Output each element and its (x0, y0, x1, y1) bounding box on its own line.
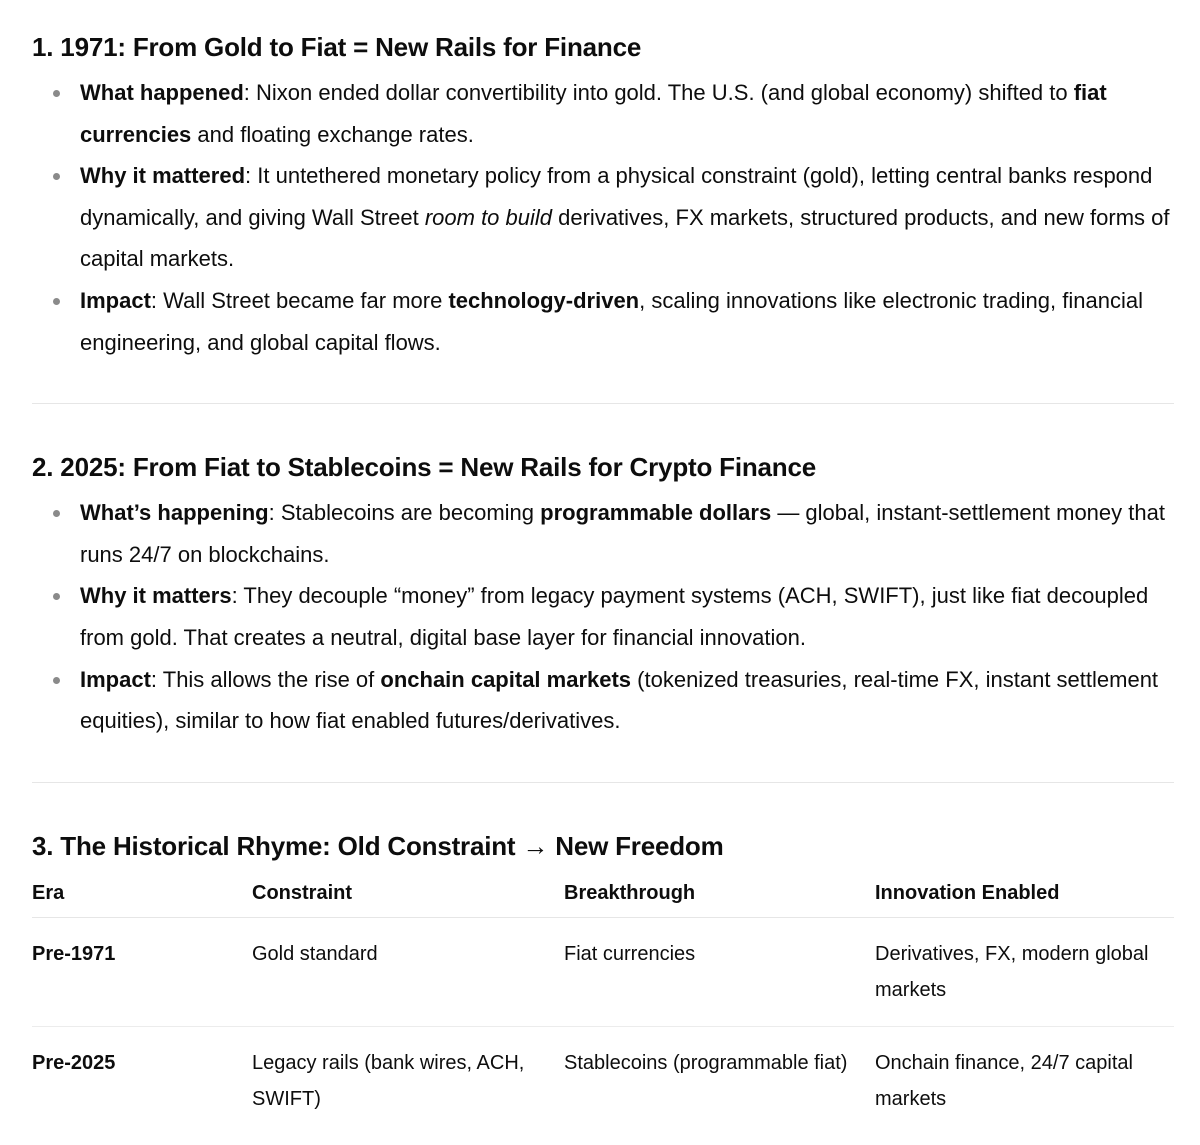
table-row (32, 1026, 1174, 1127)
cell-constraint: Gold standard (252, 917, 564, 1026)
bullet-label: Why it matters (80, 583, 232, 609)
bullet-label: Why it mattered (80, 163, 246, 189)
table-header-row (32, 875, 1174, 918)
section-title: 3. The Historical Rhyme: Old Constraint → New Freedom (32, 830, 724, 861)
cell-constraint: Legacy rails (bank wires, ACH, SWIFT) (252, 1051, 525, 1110)
list-item: Why it mattered: It untethered monetary policy from a physical constraint (gold), letting central banks respond dynamically, and giving Wall Street room to build derivatives, FX markets, structured products, and new forms of capital markets. (80, 155, 1174, 280)
list-item: What’s happening: Stablecoins are becoming programmable dollars — global, instant-settlement money that runs 24/7 on blockchains. (80, 492, 1174, 575)
italic-phrase: room to build (424, 204, 553, 230)
comparison-table (32, 875, 1174, 1127)
table-row (32, 917, 1174, 1026)
bullet-label: Impact (80, 666, 151, 692)
section-2025 (32, 404, 1174, 742)
bullet-label: What’s happening (80, 500, 269, 526)
bullet-label: Impact (80, 287, 151, 313)
cell-era: Pre-1971 (32, 917, 252, 1026)
list-item: Impact: Wall Street became far more technology-driven, scaling innovations like electronic trading, financial engineering, and global capital flows. (80, 280, 1174, 363)
column-header-innovation: Innovation Enabled (875, 875, 1174, 918)
bullet-label: What happened (80, 80, 244, 105)
cell-breakthrough: Fiat currencies (564, 917, 875, 1026)
section-1971 (32, 0, 1174, 363)
cell-breakthrough: Stablecoins (programmable fiat) (564, 1051, 848, 1074)
list-item: Why it matters: They decouple “money” from legacy payment systems (ACH, SWIFT), just like fiat decoupled from gold. That creates a neutral, digital base layer for financial innovation. (80, 575, 1174, 658)
cell-era: Pre-2025 (32, 1051, 116, 1074)
column-header-era: Era (32, 875, 252, 918)
emphasis: technology-driven (448, 287, 640, 313)
cell-innovation: Onchain finance, 24/7 capital markets (875, 1051, 1133, 1110)
bullet-list (32, 72, 1174, 363)
emphasis: fiat currencies (80, 80, 1107, 147)
emphasis: onchain capital markets (380, 666, 632, 692)
list-item: Impact: This allows the rise of onchain capital markets (tokenized treasuries, real-time FX, instant settlement equities), similar to how fiat enabled futures/derivatives. (80, 659, 1174, 742)
column-header-constraint: Constraint (252, 875, 564, 918)
column-header-breakthrough: Breakthrough (564, 875, 875, 918)
bullet-list (32, 492, 1174, 742)
section-historical-rhyme (32, 783, 1174, 1127)
cell-innovation: Derivatives, FX, modern global markets (875, 917, 1174, 1026)
section-title: 1. 1971: From Gold to Fiat = New Rails for Finance (32, 32, 642, 62)
emphasis: programmable dollars (540, 500, 772, 526)
section-title: 2. 2025: From Fiat to Stablecoins = New Rails for Crypto Finance (32, 452, 817, 483)
list-item: What happened: Nixon ended dollar convertibility into gold. The U.S. (and global economy) shifted to fiat currencies and floating exchange rates. (80, 72, 1174, 155)
